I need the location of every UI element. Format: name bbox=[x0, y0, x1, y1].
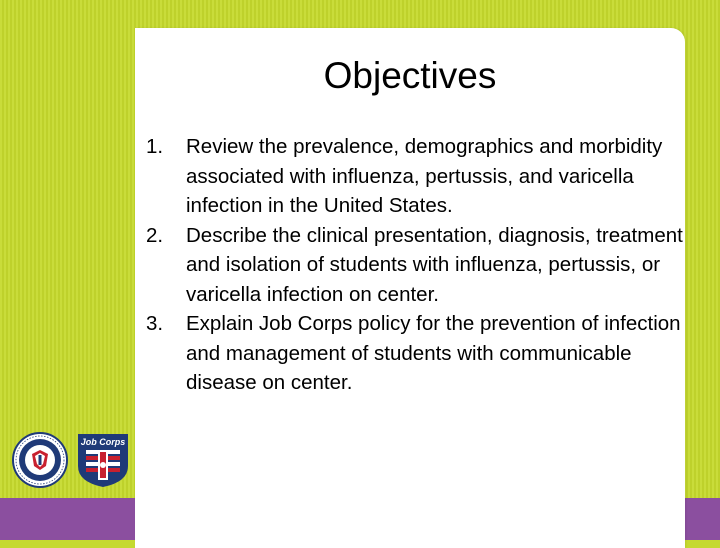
objective-item bbox=[146, 221, 686, 310]
job-corps-logo-text: Job Corps bbox=[80, 437, 126, 447]
objectives-list bbox=[146, 132, 686, 398]
objective-number: 3. bbox=[146, 312, 164, 335]
objective-item bbox=[146, 309, 686, 398]
slide-title: Objectives bbox=[323, 55, 497, 96]
objective-item bbox=[146, 132, 686, 221]
objective-text: Review the prevalence, demographics and morbidity associated with influenza, pertussis, and varicella infection in the United States. bbox=[186, 135, 663, 217]
objective-number: 2. bbox=[146, 223, 164, 247]
job-corps-logo-icon bbox=[76, 432, 130, 488]
department-of-labor-seal-icon bbox=[12, 432, 68, 488]
objective-text: Explain Job Corps policy for the prevention of infection and management of students with communicable disease on center. bbox=[186, 312, 681, 394]
logo-group bbox=[12, 432, 126, 488]
objective-number: 1. bbox=[146, 135, 164, 158]
objective-text: Describe the clinical presentation, diagnosis, treatment and isolation of students with influenza, pertussis, or varicella infection on center. bbox=[186, 223, 683, 306]
